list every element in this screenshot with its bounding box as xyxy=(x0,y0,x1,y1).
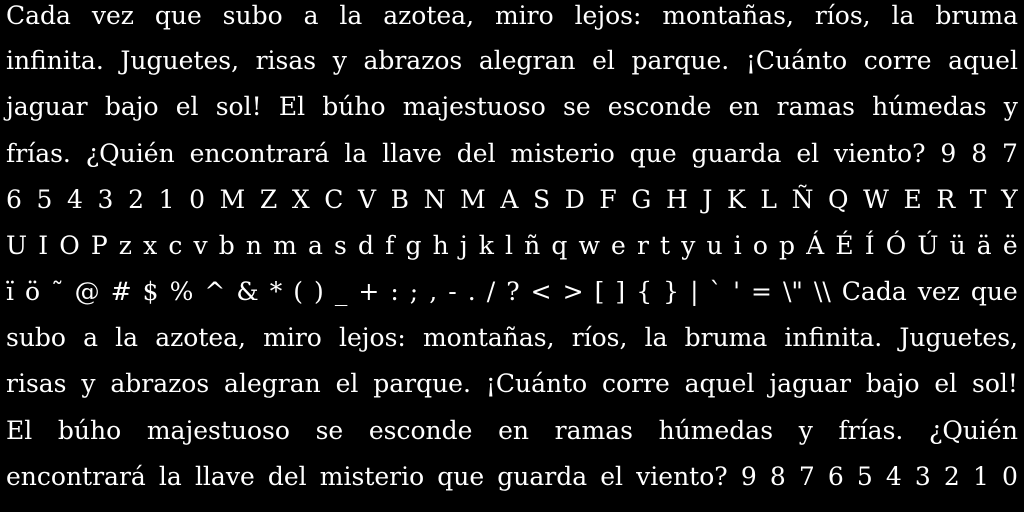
word: ö xyxy=(25,277,41,306)
word: azotea, xyxy=(383,1,475,30)
word: la xyxy=(891,1,915,30)
word: ; xyxy=(409,277,419,306)
word: ríos, xyxy=(814,1,871,30)
word: la xyxy=(115,323,139,352)
word: p xyxy=(779,231,796,260)
word: X xyxy=(291,185,310,214)
word: miro xyxy=(494,1,554,30)
word: que xyxy=(437,462,485,491)
word: parque. xyxy=(373,369,471,398)
word: y xyxy=(1003,92,1018,121)
word: + xyxy=(358,277,380,306)
text-line xyxy=(6,0,1018,36)
word: que xyxy=(629,139,677,168)
word: m xyxy=(273,231,297,260)
word: # xyxy=(110,277,132,306)
word: Q xyxy=(828,185,849,214)
word: ¿Quién xyxy=(929,416,1018,445)
word: azotea, xyxy=(155,323,247,352)
word: llave xyxy=(194,462,255,491)
word: del xyxy=(267,462,307,491)
word: 6 xyxy=(827,462,844,491)
word: y xyxy=(681,231,696,260)
word: x xyxy=(143,231,158,260)
word: bajo xyxy=(865,369,920,398)
word: - xyxy=(448,277,457,306)
word: búho xyxy=(57,416,122,445)
word: aquel xyxy=(948,46,1018,75)
word: 4 xyxy=(885,462,902,491)
word: 3 xyxy=(914,462,931,491)
word: t xyxy=(660,231,671,260)
word: húmedas xyxy=(658,416,774,445)
word: _ xyxy=(334,277,348,306)
word: 6 xyxy=(6,185,22,214)
word: r xyxy=(636,231,649,260)
word: El xyxy=(6,416,33,445)
word: k xyxy=(478,231,494,260)
word: K xyxy=(727,185,746,214)
word: abrazos xyxy=(110,369,210,398)
word: parque. xyxy=(631,46,730,75)
word: J xyxy=(702,185,713,214)
word: 5 xyxy=(856,462,873,491)
word: ramas xyxy=(554,416,633,445)
word: O xyxy=(59,231,80,260)
word: \" xyxy=(782,277,803,306)
word: montañas, xyxy=(422,323,555,352)
word: risas xyxy=(255,46,317,75)
word: @ xyxy=(74,277,100,306)
word: 0 xyxy=(1001,462,1018,491)
word: $ xyxy=(142,277,159,306)
word: 7 xyxy=(798,462,815,491)
word: majestuoso xyxy=(402,92,546,121)
word: f xyxy=(385,231,395,260)
word: V xyxy=(357,185,377,214)
word: corre xyxy=(863,46,932,75)
word: D xyxy=(564,185,585,214)
word: W xyxy=(863,185,889,214)
word: misterio xyxy=(510,139,615,168)
word: \\ xyxy=(813,277,831,306)
word: L xyxy=(760,185,777,214)
word: infinita. xyxy=(784,323,883,352)
word: % xyxy=(169,277,194,306)
word: el xyxy=(175,92,199,121)
word: Juguetes, xyxy=(120,46,240,75)
word: Y xyxy=(1001,185,1018,214)
word: } xyxy=(663,277,680,306)
word: sol! xyxy=(972,369,1018,398)
word: v xyxy=(193,231,208,260)
text-line xyxy=(6,87,1018,127)
word: i xyxy=(733,231,742,260)
word: H xyxy=(665,185,688,214)
word: = xyxy=(750,277,772,306)
word: ñ xyxy=(524,231,541,260)
word: Í xyxy=(864,231,875,260)
word: F xyxy=(599,185,617,214)
word: alegran xyxy=(224,369,321,398)
word: s xyxy=(333,231,347,260)
word: 0 xyxy=(189,185,205,214)
word: que xyxy=(154,1,202,30)
word: e xyxy=(611,231,626,260)
word: el xyxy=(934,369,958,398)
word: frías. xyxy=(6,139,71,168)
word: I xyxy=(38,231,49,260)
word: a xyxy=(307,231,323,260)
word: ] xyxy=(615,277,626,306)
word: el xyxy=(796,139,820,168)
word: & xyxy=(236,277,259,306)
word: > xyxy=(562,277,584,306)
word: 8 xyxy=(971,139,988,168)
word: / xyxy=(486,277,496,306)
word: R xyxy=(936,185,956,214)
word: ˜ xyxy=(51,277,64,306)
word: ä xyxy=(976,231,992,260)
word: ^ xyxy=(204,277,226,306)
word: c xyxy=(168,231,183,260)
word: A xyxy=(500,185,519,214)
word: la xyxy=(339,1,363,30)
word: el xyxy=(600,462,624,491)
word: abrazos xyxy=(363,46,463,75)
word: sol! xyxy=(215,92,262,121)
word: b xyxy=(218,231,235,260)
word: ' xyxy=(733,277,740,306)
word: ríos, xyxy=(571,323,628,352)
word: y xyxy=(332,46,347,75)
word: vez xyxy=(91,1,134,30)
word: encontrará xyxy=(6,462,146,491)
word: corre xyxy=(602,369,670,398)
word: la xyxy=(344,139,368,168)
word: B xyxy=(390,185,410,214)
word: viento? xyxy=(636,462,728,491)
word: q xyxy=(551,231,568,260)
word: É xyxy=(835,231,854,260)
word: z xyxy=(118,231,132,260)
word: M xyxy=(219,185,246,214)
word: se xyxy=(562,92,591,121)
word: 9 xyxy=(940,139,957,168)
word: M xyxy=(460,185,486,214)
word: esconde xyxy=(607,92,712,121)
text-line xyxy=(6,411,1018,451)
word: { xyxy=(636,277,653,306)
word: montañas, xyxy=(662,1,794,30)
word: búho xyxy=(322,92,386,121)
word: h xyxy=(432,231,449,260)
word: el xyxy=(335,369,359,398)
word: húmedas xyxy=(872,92,987,121)
word: llave xyxy=(382,139,442,168)
word: j xyxy=(459,231,468,260)
word: [ xyxy=(594,277,605,306)
word: Juguetes, xyxy=(899,323,1018,352)
word: ï xyxy=(6,277,14,306)
word: subo xyxy=(6,323,66,352)
word: l xyxy=(505,231,514,260)
word: g xyxy=(405,231,422,260)
word: T xyxy=(969,185,987,214)
word: Á xyxy=(806,231,825,260)
text-line xyxy=(6,457,1018,497)
word: U xyxy=(6,231,28,260)
word: esconde xyxy=(368,416,473,445)
text-line xyxy=(6,318,1018,358)
word: en xyxy=(498,416,529,445)
word: Ú xyxy=(917,231,939,260)
word: ` xyxy=(709,277,723,306)
word: jaguar xyxy=(769,369,851,398)
word: Ó xyxy=(885,231,907,260)
text-line xyxy=(6,180,1018,220)
word: ü xyxy=(949,231,966,260)
word: bruma xyxy=(935,1,1018,30)
word: a xyxy=(303,1,319,30)
word: 9 xyxy=(740,462,757,491)
word: aquel xyxy=(684,369,755,398)
word: ¡Cuánto xyxy=(745,46,848,75)
word: y xyxy=(798,416,813,445)
word: . xyxy=(467,277,476,306)
word: 4 xyxy=(67,185,83,214)
word: d xyxy=(357,231,374,260)
word: ¿Quién xyxy=(85,139,175,168)
word: S xyxy=(533,185,551,214)
word: infinita. xyxy=(6,46,104,75)
word: guarda xyxy=(691,139,782,168)
word: majestuoso xyxy=(146,416,290,445)
text-line xyxy=(6,272,1018,312)
text-line xyxy=(6,226,1018,266)
word: bajo xyxy=(104,92,159,121)
word: Ñ xyxy=(791,185,814,214)
word: P xyxy=(90,231,108,260)
word: 5 xyxy=(36,185,53,214)
word: lejos: xyxy=(574,1,642,30)
word: miro xyxy=(263,323,322,352)
word: a xyxy=(83,323,99,352)
word: subo xyxy=(222,1,283,30)
word: jaguar xyxy=(6,92,88,121)
word: encontrará xyxy=(189,139,330,168)
word: | xyxy=(690,277,699,306)
word: Cada xyxy=(6,1,71,30)
word: guarda xyxy=(497,462,588,491)
word: 7 xyxy=(1002,139,1018,168)
text-line xyxy=(6,41,1018,81)
word: ¡Cuánto xyxy=(485,369,588,398)
word: w xyxy=(578,231,600,260)
word: bruma xyxy=(684,323,768,352)
word: 3 xyxy=(97,185,114,214)
word: 1 xyxy=(972,462,989,491)
word: Cada xyxy=(841,277,907,306)
word: El xyxy=(278,92,306,121)
word: ( xyxy=(293,277,303,306)
word: , xyxy=(429,277,438,306)
word: 8 xyxy=(769,462,786,491)
word: risas xyxy=(6,369,67,398)
word: ) xyxy=(314,277,324,306)
text-line xyxy=(6,134,1018,174)
word: la xyxy=(158,462,182,491)
word: < xyxy=(530,277,552,306)
word: o xyxy=(752,231,768,260)
word: * xyxy=(269,277,283,306)
word: 2 xyxy=(128,185,144,214)
word: viento? xyxy=(834,139,926,168)
word: ë xyxy=(1002,231,1018,260)
text-line xyxy=(6,364,1018,404)
word: ramas xyxy=(776,92,855,121)
word: n xyxy=(245,231,262,260)
word: se xyxy=(315,416,344,445)
word: y xyxy=(81,369,96,398)
word: : xyxy=(390,277,399,306)
word: 2 xyxy=(943,462,960,491)
word: lejos: xyxy=(338,323,406,352)
word: 1 xyxy=(158,185,175,214)
word: Z xyxy=(259,185,278,214)
word: G xyxy=(631,185,652,214)
word: misterio xyxy=(319,462,425,491)
word: alegran xyxy=(478,46,576,75)
word: u xyxy=(706,231,723,260)
word: que xyxy=(970,277,1018,306)
word: la xyxy=(644,323,668,352)
word: el xyxy=(592,46,615,75)
word: C xyxy=(324,185,344,214)
word: del xyxy=(456,139,496,168)
word: vez xyxy=(917,277,960,306)
word: E xyxy=(903,185,922,214)
word: ? xyxy=(506,277,520,306)
word: en xyxy=(728,92,760,121)
word: frías. xyxy=(838,416,904,445)
word: N xyxy=(423,185,446,214)
